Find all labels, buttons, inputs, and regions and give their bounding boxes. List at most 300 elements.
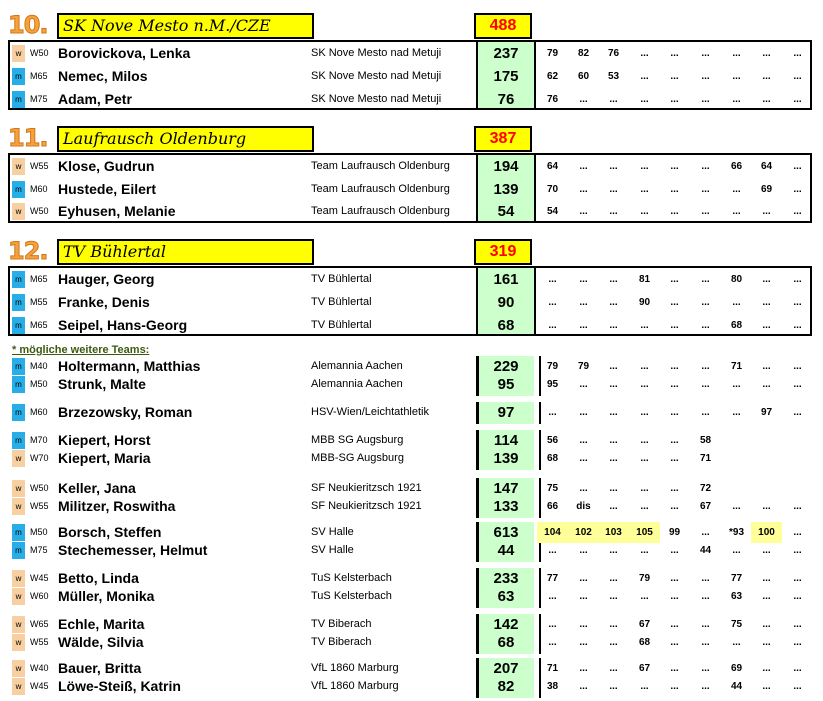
- result-row: [0, 269, 823, 290]
- race-result-cell: 90: [638, 297, 651, 308]
- age-class: W70: [30, 453, 49, 463]
- age-class: W50: [30, 483, 49, 493]
- race-result-cell: ...: [701, 379, 710, 390]
- race-result-cell: 76: [546, 94, 559, 105]
- race-result-cell: ...: [793, 663, 802, 674]
- gender-badge: w: [12, 678, 25, 695]
- age-class: W50: [30, 48, 49, 58]
- race-result-cell: ...: [762, 361, 771, 372]
- race-result-cell: ...: [670, 637, 679, 648]
- total-score: 237: [493, 45, 519, 62]
- athlete-name: Stechemesser, Helmut: [58, 542, 208, 558]
- gender-badge: w: [12, 480, 25, 497]
- race-result-cell: ...: [670, 681, 679, 692]
- athlete-name: Holtermann, Matthias: [58, 358, 201, 374]
- result-row: [0, 315, 823, 336]
- race-result-cell: 69: [760, 184, 773, 195]
- race-result-cell: 44: [730, 681, 743, 692]
- race-result-cell: 104: [537, 522, 568, 543]
- total-score: 54: [497, 203, 515, 220]
- race-result-cell: ...: [793, 320, 802, 331]
- race-result-cell: 64: [760, 161, 773, 172]
- athlete-name: Borsch, Steffen: [58, 524, 162, 540]
- race-result-cell: ...: [670, 483, 679, 494]
- race-result-cell: ...: [793, 681, 802, 692]
- race-result-cell: ...: [732, 637, 741, 648]
- race-result-cell: 103: [598, 522, 629, 543]
- race-result-cell: ...: [701, 637, 710, 648]
- race-result-cell: ...: [701, 527, 710, 538]
- race-result-cell: ...: [579, 94, 588, 105]
- result-row: [0, 402, 823, 423]
- age-class: W45: [30, 681, 49, 691]
- club-name: TV Biberach: [311, 636, 372, 648]
- club-name: HSV-Wien/Leichtathletik: [311, 406, 429, 418]
- athlete-name: Militzer, Roswitha: [58, 498, 176, 514]
- race-result-cell: ...: [701, 71, 710, 82]
- race-result-cell: 71: [730, 361, 743, 372]
- gender-badge: w: [12, 634, 25, 651]
- race-result-cell: ...: [701, 320, 710, 331]
- race-result-cell: 72: [699, 483, 712, 494]
- team-name: SK Nove Mesto n.M./CZE: [57, 13, 314, 39]
- race-result-cell: ...: [732, 184, 741, 195]
- race-result-cell: ...: [609, 545, 618, 556]
- race-result-cell: ...: [609, 320, 618, 331]
- race-result-cell: 64: [546, 161, 559, 172]
- race-result-cell: ...: [793, 619, 802, 630]
- race-result-cell: 79: [546, 361, 559, 372]
- race-result-cell: 100: [751, 522, 782, 543]
- total-score: 613: [493, 524, 519, 541]
- race-result-cell: ...: [548, 619, 557, 630]
- race-result-cell: ...: [670, 71, 679, 82]
- age-class: W55: [30, 161, 49, 171]
- total-score: 147: [493, 480, 519, 497]
- race-result-cell: ...: [793, 379, 802, 390]
- race-result-cell: ...: [609, 161, 618, 172]
- race-result-cell: [782, 448, 813, 469]
- race-result-cell: ...: [793, 637, 802, 648]
- race-result-cell: ...: [732, 297, 741, 308]
- club-name: Alemannia Aachen: [311, 360, 403, 372]
- race-result-cell: ...: [640, 591, 649, 602]
- more-teams-note: * mögliche weitere Teams:: [12, 344, 150, 356]
- age-class: W65: [30, 619, 49, 629]
- race-result-cell: 75: [546, 483, 559, 494]
- gender-badge: m: [12, 524, 25, 541]
- race-result-cell: ...: [670, 407, 679, 418]
- gender-badge: m: [12, 358, 25, 375]
- total-score: 97: [497, 404, 515, 421]
- club-name: SK Nove Mesto nad Metuji: [311, 47, 442, 59]
- race-result-cell: ...: [640, 48, 649, 59]
- age-class: M50: [30, 379, 48, 389]
- race-result-cell: ...: [609, 573, 618, 584]
- race-result-cell: ...: [609, 435, 618, 446]
- race-result-cell: ...: [579, 274, 588, 285]
- race-result-cell: 80: [730, 274, 743, 285]
- gender-badge: w: [12, 660, 25, 677]
- club-name: Team Laufrausch Oldenburg: [311, 160, 450, 172]
- race-result-cell: ...: [609, 663, 618, 674]
- race-result-cell: ...: [793, 407, 802, 418]
- athlete-name: Müller, Monika: [58, 588, 155, 604]
- race-result-cell: ...: [609, 637, 618, 648]
- club-name: SV Halle: [311, 544, 354, 556]
- race-result-cell: ...: [579, 435, 588, 446]
- team-name: Laufrausch Oldenburg: [57, 126, 314, 152]
- race-result-cell: 97: [760, 407, 773, 418]
- gender-badge: w: [12, 498, 25, 515]
- gender-badge: w: [12, 203, 25, 220]
- race-result-cell: 54: [546, 206, 559, 217]
- race-result-cell: 71: [546, 663, 559, 674]
- race-result-cell: 75: [730, 619, 743, 630]
- total-score: 68: [497, 634, 515, 651]
- race-result-cell: ...: [640, 501, 649, 512]
- race-result-cell: ...: [670, 94, 679, 105]
- gender-badge: m: [12, 68, 25, 85]
- race-result-cell: ...: [701, 407, 710, 418]
- race-result-cell: ...: [701, 48, 710, 59]
- race-result-cell: ...: [762, 320, 771, 331]
- race-result-cell: 70: [546, 184, 559, 195]
- race-result-cell: ...: [579, 663, 588, 674]
- result-row: [0, 540, 823, 561]
- race-result-cell: ...: [793, 591, 802, 602]
- club-name: SF Neukieritzsch 1921: [311, 500, 422, 512]
- total-score: 82: [497, 678, 515, 695]
- race-result-cell: ...: [640, 545, 649, 556]
- race-result-cell: 60: [577, 71, 590, 82]
- age-class: W55: [30, 637, 49, 647]
- athlete-name: Franke, Denis: [58, 294, 150, 310]
- club-name: SF Neukieritzsch 1921: [311, 482, 422, 494]
- total-score: 114: [493, 432, 519, 449]
- race-result-cell: ...: [701, 297, 710, 308]
- race-result-cell: ...: [640, 71, 649, 82]
- athlete-name: Nemec, Milos: [58, 68, 148, 84]
- result-row: [0, 448, 823, 469]
- race-result-cell: 68: [638, 637, 651, 648]
- race-result-cell: ...: [548, 274, 557, 285]
- race-result-cell: ...: [640, 206, 649, 217]
- race-result-cell: ...: [579, 591, 588, 602]
- race-result-cell: ...: [793, 274, 802, 285]
- race-result-cell: ...: [579, 320, 588, 331]
- race-result-cell: ...: [640, 435, 649, 446]
- race-result-cell: ...: [609, 274, 618, 285]
- race-result-cell: ...: [793, 48, 802, 59]
- athlete-name: Eyhusen, Melanie: [58, 203, 176, 219]
- age-class: W55: [30, 501, 49, 511]
- race-result-cell: ...: [609, 501, 618, 512]
- race-result-cell: 62: [546, 71, 559, 82]
- club-name: TuS Kelsterbach: [311, 572, 392, 584]
- race-result-cell: ...: [762, 573, 771, 584]
- gender-badge: m: [12, 317, 25, 334]
- race-result-cell: ...: [548, 545, 557, 556]
- race-result-cell: ...: [793, 545, 802, 556]
- age-class: M50: [30, 527, 48, 537]
- race-result-cell: 67: [638, 663, 651, 674]
- race-result-cell: ...: [579, 161, 588, 172]
- team-name: TV Bühlertal: [57, 239, 314, 265]
- result-row: [0, 586, 823, 607]
- age-class: M60: [30, 184, 48, 194]
- race-result-cell: 79: [638, 573, 651, 584]
- race-result-cell: ...: [670, 161, 679, 172]
- race-result-cell: ...: [762, 94, 771, 105]
- gender-badge: m: [12, 271, 25, 288]
- team-rank: 10.: [8, 11, 48, 39]
- gender-badge: w: [12, 570, 25, 587]
- result-row: [0, 156, 823, 177]
- gender-badge: m: [12, 376, 25, 393]
- race-result-cell: ...: [640, 361, 649, 372]
- race-result-cell: ...: [609, 619, 618, 630]
- race-result-cell: 58: [699, 435, 712, 446]
- race-result-cell: ...: [762, 379, 771, 390]
- club-name: TV Bühlertal: [311, 273, 372, 285]
- athlete-name: Kiepert, Maria: [58, 450, 151, 466]
- race-result-cell: ...: [670, 453, 679, 464]
- age-class: M65: [30, 71, 48, 81]
- race-result-cell: 53: [607, 71, 620, 82]
- race-result-cell: ...: [609, 297, 618, 308]
- race-result-cell: ...: [640, 681, 649, 692]
- race-result-cell: 82: [577, 48, 590, 59]
- race-result-cell: 95: [546, 379, 559, 390]
- total-score: 233: [493, 570, 519, 587]
- total-score: 44: [497, 542, 515, 559]
- result-row: [0, 496, 823, 517]
- race-result-cell: 66: [730, 161, 743, 172]
- age-class: W45: [30, 573, 49, 583]
- race-result-cell: ...: [670, 48, 679, 59]
- race-result-cell: ...: [762, 663, 771, 674]
- athlete-name: Seipel, Hans-Georg: [58, 317, 188, 333]
- race-result-cell: ...: [762, 71, 771, 82]
- team-total: 488: [474, 13, 532, 39]
- gender-badge: m: [12, 404, 25, 421]
- race-result-cell: ...: [762, 637, 771, 648]
- gender-badge: m: [12, 181, 25, 198]
- total-score: 63: [497, 588, 515, 605]
- race-result-cell: ...: [732, 94, 741, 105]
- race-result-cell: ...: [762, 48, 771, 59]
- race-result-cell: ...: [762, 206, 771, 217]
- race-result-cell: dis: [576, 501, 591, 512]
- race-result-cell: ...: [670, 361, 679, 372]
- result-row: [0, 632, 823, 653]
- race-result-cell: ...: [701, 161, 710, 172]
- age-class: M65: [30, 274, 48, 284]
- race-result-cell: 66: [546, 501, 559, 512]
- age-class: M65: [30, 320, 48, 330]
- club-name: TV Biberach: [311, 618, 372, 630]
- race-result-cell: [751, 448, 782, 469]
- gender-badge: m: [12, 542, 25, 559]
- race-result-cell: ...: [762, 274, 771, 285]
- race-result-cell: ...: [762, 681, 771, 692]
- race-result-cell: ...: [640, 320, 649, 331]
- age-class: M55: [30, 297, 48, 307]
- race-result-cell: ...: [701, 573, 710, 584]
- race-result-cell: 38: [546, 681, 559, 692]
- total-score: 139: [493, 181, 519, 198]
- race-result-cell: ...: [701, 94, 710, 105]
- gender-badge: w: [12, 450, 25, 467]
- total-score: 175: [493, 68, 519, 85]
- race-result-cell: ...: [762, 297, 771, 308]
- team-total: 319: [474, 239, 532, 265]
- race-result-cell: ...: [609, 681, 618, 692]
- total-score: 161: [493, 271, 519, 288]
- race-result-cell: ...: [793, 94, 802, 105]
- race-result-cell: ...: [579, 379, 588, 390]
- race-result-cell: ...: [579, 545, 588, 556]
- gender-badge: w: [12, 588, 25, 605]
- athlete-name: Bauer, Britta: [58, 660, 142, 676]
- gender-badge: w: [12, 616, 25, 633]
- race-result-cell: ...: [609, 206, 618, 217]
- athlete-name: Klose, Gudrun: [58, 158, 155, 174]
- athlete-name: Hustede, Eilert: [58, 181, 157, 197]
- race-result-cell: ...: [793, 71, 802, 82]
- race-result-cell: ...: [640, 379, 649, 390]
- race-result-cell: ...: [670, 573, 679, 584]
- club-name: MBB-SG Augsburg: [311, 452, 404, 464]
- race-result-cell: ...: [762, 591, 771, 602]
- age-class: M70: [30, 435, 48, 445]
- club-name: TV Bühlertal: [311, 296, 372, 308]
- race-result-cell: ...: [670, 297, 679, 308]
- race-result-cell: 77: [546, 573, 559, 584]
- race-result-cell: ...: [793, 527, 802, 538]
- total-score: 76: [497, 91, 515, 108]
- race-result-cell: ...: [701, 681, 710, 692]
- race-result-cell: ...: [579, 297, 588, 308]
- race-result-cell: 67: [699, 501, 712, 512]
- result-row: [0, 89, 823, 110]
- race-result-cell: ...: [701, 184, 710, 195]
- race-result-cell: ...: [701, 619, 710, 630]
- club-name: VfL 1860 Marburg: [311, 680, 399, 692]
- race-result-cell: ...: [579, 483, 588, 494]
- race-result-cell: ...: [732, 379, 741, 390]
- race-result-cell: ...: [732, 206, 741, 217]
- race-result-cell: 79: [546, 48, 559, 59]
- race-result-cell: 44: [699, 545, 712, 556]
- race-result-cell: ...: [670, 435, 679, 446]
- race-result-cell: ...: [701, 206, 710, 217]
- race-result-cell: ...: [548, 637, 557, 648]
- race-result-cell: ...: [762, 501, 771, 512]
- race-result-cell: 102: [568, 522, 599, 543]
- total-score: 142: [493, 616, 519, 633]
- athlete-name: Löwe-Steiß, Katrin: [58, 678, 181, 694]
- race-result-cell: ...: [609, 483, 618, 494]
- race-result-cell: ...: [670, 206, 679, 217]
- race-result-cell: ...: [609, 453, 618, 464]
- race-result-cell: [721, 448, 752, 469]
- club-name: Team Laufrausch Oldenburg: [311, 205, 450, 217]
- race-result-cell: ...: [548, 407, 557, 418]
- total-score: 194: [493, 158, 519, 175]
- race-result-cell: 76: [607, 48, 620, 59]
- age-class: M40: [30, 361, 48, 371]
- race-result-cell: ...: [670, 184, 679, 195]
- race-result-cell: ...: [609, 591, 618, 602]
- race-result-cell: ...: [670, 545, 679, 556]
- race-result-cell: 81: [638, 274, 651, 285]
- race-result-cell: *93: [728, 527, 744, 538]
- race-result-cell: ...: [670, 663, 679, 674]
- race-result-cell: ...: [732, 48, 741, 59]
- result-row: [0, 201, 823, 222]
- age-class: M75: [30, 545, 48, 555]
- club-name: SK Nove Mesto nad Metuji: [311, 93, 442, 105]
- gender-badge: m: [12, 91, 25, 108]
- athlete-name: Brzezowsky, Roman: [58, 404, 193, 420]
- race-result-cell: ...: [579, 619, 588, 630]
- race-result-cell: ...: [793, 297, 802, 308]
- club-name: TuS Kelsterbach: [311, 590, 392, 602]
- race-result-cell: ...: [548, 297, 557, 308]
- club-name: MBB SG Augsburg: [311, 434, 404, 446]
- race-result-cell: 68: [730, 320, 743, 331]
- race-result-cell: ...: [793, 161, 802, 172]
- race-result-cell: ...: [579, 184, 588, 195]
- race-result-cell: ...: [793, 184, 802, 195]
- athlete-name: Keller, Jana: [58, 480, 136, 496]
- club-name: Team Laufrausch Oldenburg: [311, 183, 450, 195]
- race-result-cell: ...: [579, 407, 588, 418]
- athlete-name: Strunk, Malte: [58, 376, 146, 392]
- race-result-cell: ...: [793, 501, 802, 512]
- race-result-cell: ...: [609, 361, 618, 372]
- race-result-cell: 63: [730, 591, 743, 602]
- result-row: [0, 66, 823, 87]
- race-result-cell: ...: [640, 453, 649, 464]
- race-result-cell: ...: [701, 361, 710, 372]
- race-result-cell: ...: [579, 681, 588, 692]
- total-score: 133: [493, 498, 519, 515]
- result-row: [0, 43, 823, 64]
- race-result-cell: ...: [579, 206, 588, 217]
- race-result-cell: ...: [732, 71, 741, 82]
- total-score: 90: [497, 294, 515, 311]
- race-result-cell: ...: [793, 573, 802, 584]
- race-result-cell: ...: [548, 320, 557, 331]
- race-result-cell: ...: [640, 407, 649, 418]
- race-result-cell: 67: [638, 619, 651, 630]
- athlete-name: Betto, Linda: [58, 570, 139, 586]
- age-class: W50: [30, 206, 49, 216]
- age-class: W40: [30, 663, 49, 673]
- result-row: [0, 292, 823, 313]
- race-result-cell: ...: [670, 379, 679, 390]
- race-result-cell: ...: [640, 184, 649, 195]
- race-result-cell: ...: [609, 379, 618, 390]
- total-score: 95: [497, 376, 515, 393]
- club-name: TV Bühlertal: [311, 319, 372, 331]
- race-result-cell: ...: [793, 206, 802, 217]
- race-result-cell: ...: [579, 637, 588, 648]
- club-name: VfL 1860 Marburg: [311, 662, 399, 674]
